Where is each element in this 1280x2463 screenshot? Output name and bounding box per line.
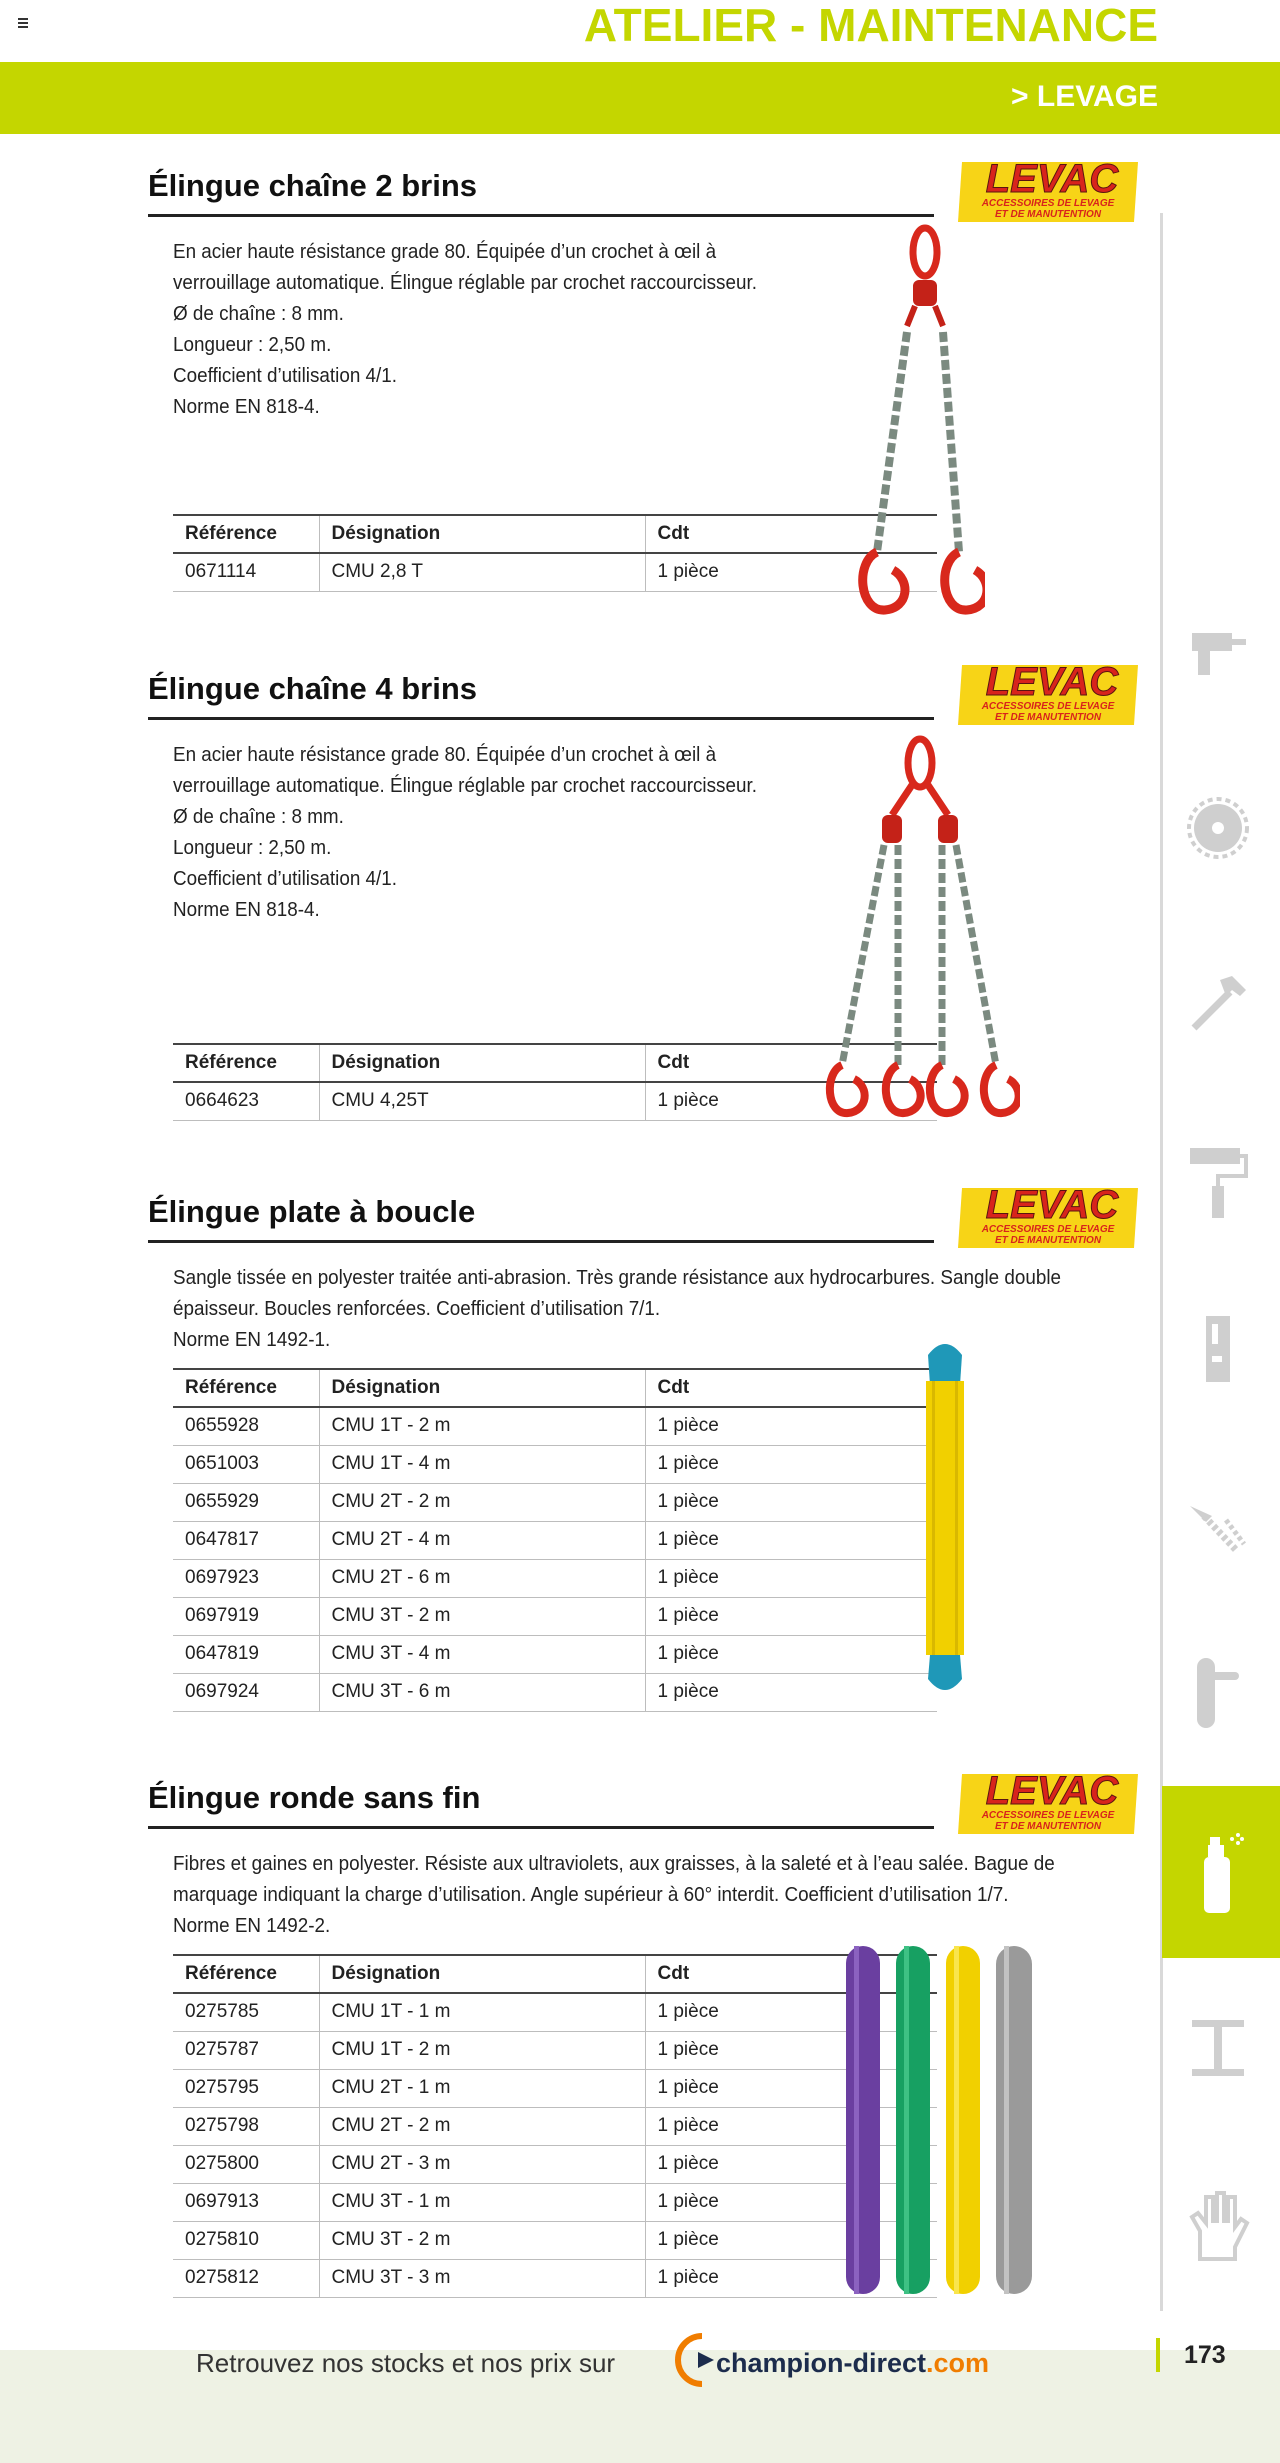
- cell-ref: 0697923: [173, 1559, 319, 1597]
- cell-des: CMU 2T - 6 m: [319, 1559, 645, 1597]
- page-title: ATELIER - MAINTENANCE: [583, 0, 1158, 51]
- saw-blade-icon: [1187, 797, 1249, 859]
- table-row: [173, 1559, 937, 1597]
- cell-des: CMU 2T - 4 m: [319, 1521, 645, 1559]
- table-row: [173, 2183, 937, 2221]
- desc-line: verrouillage automatique. Élingue réglable par crochet raccourcisseur.: [173, 271, 757, 294]
- table-row: [173, 1407, 937, 1445]
- section-rule: [148, 717, 934, 720]
- cell-des: CMU 3T - 2 m: [319, 2221, 645, 2259]
- section-title: Élingue plate à boucle: [148, 1194, 476, 1229]
- cell-des: CMU 2T - 3 m: [319, 2145, 645, 2183]
- section-rule: [148, 1240, 934, 1243]
- screws-icon: [1186, 1496, 1250, 1556]
- door-handle-icon: [1193, 1652, 1243, 1732]
- cell-cdt: 1 pièce: [645, 2031, 937, 2069]
- levac-logo: [948, 1766, 1140, 1834]
- table-row: [173, 2031, 937, 2069]
- cell-cdt: 1 pièce: [645, 1445, 937, 1483]
- table-row: [173, 1483, 937, 1521]
- header-reference: Référence: [173, 1044, 319, 1082]
- table-row: [173, 2107, 937, 2145]
- cell-ref: 0697919: [173, 1597, 319, 1635]
- site-name: champion-direct: [716, 2348, 927, 2378]
- work-glove-icon: [1186, 2191, 1250, 2261]
- section-rule: [148, 214, 934, 217]
- door-lock-icon: [1198, 1308, 1238, 1388]
- desc-line: Sangle tissée en polyester traitée anti-abrasion. Très grande résistance aux hydrocarbures. Sangle double: [173, 1266, 1062, 1289]
- steel-beam-icon: [1188, 2016, 1248, 2080]
- cell-cdt: 1 pièce: [645, 1635, 937, 1673]
- cell-cdt: 1 pièce: [645, 1082, 937, 1120]
- paint-roller-icon: [1188, 1144, 1248, 1220]
- table-row: [173, 2259, 937, 2297]
- hammer-icon: [1186, 970, 1250, 1034]
- svg-text:ET DE MANUTENTION: ET DE MANUTENTION: [994, 209, 1102, 220]
- cell-des: CMU 2,8 T: [319, 553, 645, 591]
- cell-ref: 0275798: [173, 2107, 319, 2145]
- levac-logo: [948, 154, 1140, 222]
- reference-table: [173, 1954, 937, 2298]
- tab-spray-active[interactable]: [1162, 1786, 1280, 1958]
- cell-cdt: 1 pièce: [645, 553, 937, 591]
- tab-beam[interactable]: [1176, 2006, 1260, 2090]
- header-cdt: Cdt: [645, 1369, 937, 1407]
- cell-cdt: 1 pièce: [645, 1993, 937, 2031]
- table-row: [173, 1445, 937, 1483]
- page-number: 173: [1184, 2341, 1226, 2369]
- cell-ref: 0655929: [173, 1483, 319, 1521]
- cell-cdt: 1 pièce: [645, 1597, 937, 1635]
- chain-sling-4-legs-image: [820, 735, 1020, 1145]
- cell-ref: 0664623: [173, 1082, 319, 1120]
- desc-line: Norme EN 1492-1.: [173, 1328, 331, 1351]
- desc-line: épaisseur. Boucles renforcées. Coefficient d’utilisation 7/1.: [173, 1297, 661, 1320]
- cell-des: CMU 2T - 2 m: [319, 2107, 645, 2145]
- cell-des: CMU 2T - 2 m: [319, 1483, 645, 1521]
- desc-line: marquage indiquant la charge d’utilisation. Angle supérieur à 60° interdit. Coefficient d’utilisation 1/7.: [173, 1883, 1009, 1906]
- table-header-row: [173, 1955, 937, 1993]
- reference-table: [173, 514, 937, 592]
- desc-line: Norme EN 1492-2.: [173, 1914, 331, 1937]
- desc-line: Coefficient d’utilisation 4/1.: [173, 867, 398, 890]
- cell-cdt: 1 pièce: [645, 2107, 937, 2145]
- product-description: [173, 1848, 1075, 1941]
- desc-line: En acier haute résistance grade 80. Équipée d’un crochet à œil à: [173, 743, 717, 766]
- table-row: [173, 1993, 937, 2031]
- cell-ref: 0275800: [173, 2145, 319, 2183]
- cell-ref: 0275810: [173, 2221, 319, 2259]
- svg-text:ET DE MANUTENTION: ET DE MANUTENTION: [994, 712, 1102, 723]
- cell-des: CMU 2T - 1 m: [319, 2069, 645, 2107]
- desc-line: Longueur : 2,50 m.: [173, 333, 332, 356]
- table-row: [173, 1597, 937, 1635]
- cell-des: CMU 4,25T: [319, 1082, 645, 1120]
- cell-cdt: 1 pièce: [645, 1521, 937, 1559]
- cell-des: CMU 1T - 2 m: [319, 2031, 645, 2069]
- chain-sling-2-legs-image: [855, 222, 985, 632]
- cell-des: CMU 3T - 6 m: [319, 1673, 645, 1711]
- cell-cdt: 1 pièce: [645, 2145, 937, 2183]
- svg-text:ET DE MANUTENTION: ET DE MANUTENTION: [994, 1235, 1102, 1246]
- section-title: Élingue ronde sans fin: [148, 1780, 481, 1815]
- flat-sling-image: [910, 1335, 980, 1705]
- cell-ref: 0647817: [173, 1521, 319, 1559]
- table-row: [173, 553, 937, 591]
- tab-handle[interactable]: [1176, 1650, 1260, 1734]
- footer-text: Retrouvez nos stocks et nos prix sur: [196, 2348, 616, 2378]
- cell-ref: 0647819: [173, 1635, 319, 1673]
- cell-des: CMU 3T - 3 m: [319, 2259, 645, 2297]
- cell-ref: 0275795: [173, 2069, 319, 2107]
- cell-des: CMU 3T - 1 m: [319, 2183, 645, 2221]
- category-subtitle: > LEVAGE: [1011, 80, 1158, 113]
- cell-cdt: 1 pièce: [645, 2221, 937, 2259]
- tab-paint[interactable]: [1176, 1140, 1260, 1224]
- cell-cdt: 1 pièce: [645, 2259, 937, 2297]
- table-header-row: [173, 515, 937, 553]
- desc-line: Ø de chaîne : 8 mm.: [173, 805, 344, 828]
- cell-des: CMU 1T - 1 m: [319, 1993, 645, 2031]
- cell-ref: 0655928: [173, 1407, 319, 1445]
- cell-cdt: 1 pièce: [645, 1407, 937, 1445]
- section-title: Élingue chaîne 4 brins: [148, 671, 478, 706]
- header-reference: Référence: [173, 1369, 319, 1407]
- round-slings-image: [840, 1940, 1060, 2300]
- header-designation: Désignation: [319, 1044, 645, 1082]
- header-designation: Désignation: [319, 1955, 645, 1993]
- cell-ref: 0275785: [173, 1993, 319, 2031]
- cell-cdt: 1 pièce: [645, 1559, 937, 1597]
- table-row: [173, 1521, 937, 1559]
- header-designation: Désignation: [319, 1369, 645, 1407]
- section-title: Élingue chaîne 2 brins: [148, 168, 478, 203]
- svg-text:LEVAC: LEVAC: [985, 1769, 1119, 1813]
- website-link[interactable]: [716, 2348, 989, 2378]
- page-number-bar: [1156, 2338, 1160, 2372]
- drill-icon: [1186, 627, 1250, 677]
- levac-logo: [948, 657, 1140, 725]
- header-cdt: Cdt: [645, 1044, 937, 1082]
- tab-drill[interactable]: [1176, 610, 1260, 694]
- tab-hammer[interactable]: [1176, 960, 1260, 1044]
- levac-logo: [948, 1180, 1140, 1248]
- section-rule: [148, 1826, 934, 1829]
- tab-gloves[interactable]: [1176, 2184, 1260, 2268]
- cell-ref: 0275812: [173, 2259, 319, 2297]
- menu-icon[interactable]: [18, 18, 28, 30]
- header-cdt: Cdt: [645, 1955, 937, 1993]
- header-reference: Référence: [173, 1955, 319, 1993]
- table-row: [173, 2145, 937, 2183]
- svg-text:ET DE MANUTENTION: ET DE MANUTENTION: [994, 1821, 1102, 1832]
- desc-line: Fibres et gaines en polyester. Résiste aux ultraviolets, aux graisses, à la saleté et à l’eau salée. Bague de: [173, 1852, 1055, 1875]
- table-row: [173, 2069, 937, 2107]
- cell-ref: 0651003: [173, 1445, 319, 1483]
- tab-saw[interactable]: [1176, 786, 1260, 870]
- tab-lock[interactable]: [1176, 1306, 1260, 1390]
- reference-table: [173, 1368, 937, 1712]
- table-row: [173, 1673, 937, 1711]
- svg-text:ACCESSOIRES DE LEVAGE: ACCESSOIRES DE LEVAGE: [981, 1224, 1115, 1235]
- svg-text:ACCESSOIRES DE LEVAGE: ACCESSOIRES DE LEVAGE: [981, 701, 1115, 712]
- table-row: [173, 2221, 937, 2259]
- cell-cdt: 1 pièce: [645, 2183, 937, 2221]
- side-divider: [1160, 213, 1163, 2311]
- desc-line: Norme EN 818-4.: [173, 898, 320, 921]
- cell-ref: 0671114: [173, 553, 319, 591]
- cell-ref: 0697913: [173, 2183, 319, 2221]
- svg-text:LEVAC: LEVAC: [985, 1183, 1119, 1227]
- svg-text:ACCESSOIRES DE LEVAGE: ACCESSOIRES DE LEVAGE: [981, 1810, 1115, 1821]
- header-designation: Désignation: [319, 515, 645, 553]
- table-header-row: [173, 1369, 937, 1407]
- svg-text:ACCESSOIRES DE LEVAGE: ACCESSOIRES DE LEVAGE: [981, 198, 1115, 209]
- cell-des: CMU 3T - 2 m: [319, 1597, 645, 1635]
- cell-ref: 0697924: [173, 1673, 319, 1711]
- svg-text:LEVAC: LEVAC: [985, 157, 1119, 201]
- tab-screws[interactable]: [1176, 1484, 1260, 1568]
- desc-line: verrouillage automatique. Élingue réglable par crochet raccourcisseur.: [173, 774, 757, 797]
- footer-band: [0, 2350, 1280, 2463]
- desc-line: Ø de chaîne : 8 mm.: [173, 302, 344, 325]
- cell-cdt: 1 pièce: [645, 1483, 937, 1521]
- desc-line: Coefficient d’utilisation 4/1.: [173, 364, 398, 387]
- desc-line: En acier haute résistance grade 80. Équipée d’un crochet à œil à: [173, 240, 717, 263]
- cell-des: CMU 1T - 2 m: [319, 1407, 645, 1445]
- cell-ref: 0275787: [173, 2031, 319, 2069]
- desc-line: Longueur : 2,50 m.: [173, 836, 332, 859]
- header-cdt: Cdt: [645, 515, 937, 553]
- header-reference: Référence: [173, 515, 319, 553]
- svg-text:LEVAC: LEVAC: [985, 660, 1119, 704]
- cell-des: CMU 3T - 4 m: [319, 1635, 645, 1673]
- cell-cdt: 1 pièce: [645, 2069, 937, 2107]
- spray-can-icon: [1196, 1827, 1246, 1917]
- table-row: [173, 1635, 937, 1673]
- cell-cdt: 1 pièce: [645, 1673, 937, 1711]
- site-tld: .com: [926, 2348, 990, 2378]
- cell-des: CMU 1T - 4 m: [319, 1445, 645, 1483]
- desc-line: Norme EN 818-4.: [173, 395, 320, 418]
